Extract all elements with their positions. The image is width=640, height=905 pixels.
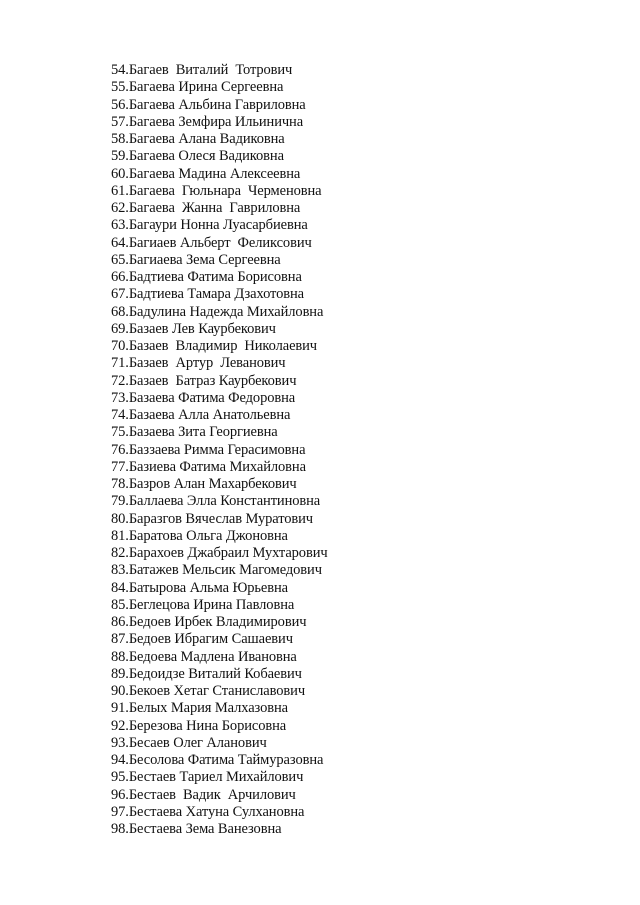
list-item: 94.Бесолова Фатима Таймуразовна bbox=[111, 752, 324, 768]
list-item: 56.Багаева Альбина Гавриловна bbox=[111, 96, 306, 113]
list-item: 89.Бедоидзе Виталий Кобаевич bbox=[111, 665, 302, 682]
list-item: 70.Базаев Владимир Николаевич bbox=[111, 338, 318, 354]
list-item: 90.Бекоев Хетаг Станиславович bbox=[111, 683, 306, 699]
list-item: 64.Багиаев Альберт Феликсович bbox=[111, 234, 312, 251]
list-item: 60.Багаева Мадина Алексеевна bbox=[111, 165, 301, 182]
list-item: 67.Бадтиева Тамара Дзахотовна bbox=[111, 286, 304, 303]
list-item: 59.Багаева Олеся Вадиковна bbox=[111, 148, 284, 165]
name-list bbox=[111, 62, 328, 838]
list-item: 76.Баззаева Римма Герасимовна bbox=[111, 441, 306, 458]
list-item: 71.Базаев Артур Леванович bbox=[111, 355, 286, 372]
list-item: 69.Базаев Лев Каурбекович bbox=[111, 320, 276, 337]
list-item: 78.Базров Алан Махарбекович bbox=[111, 476, 297, 492]
list-item: 80.Баразгов Вячеслав Муратович bbox=[111, 510, 314, 527]
list-item: 93.Бесаев Олег Аланович bbox=[111, 734, 267, 751]
list-item: 74.Базаева Алла Анатольевна bbox=[111, 407, 291, 423]
list-item: 98.Бестаева Зема Ванезовна bbox=[111, 821, 282, 837]
list-item: 91.Белых Мария Малхазовна bbox=[111, 700, 288, 717]
list-item: 54.Багаев Виталий Тотрович bbox=[111, 62, 293, 78]
list-item: 57.Багаева Земфира Ильинична bbox=[111, 113, 304, 130]
list-item: 85.Беглецова Ирина Павловна bbox=[111, 596, 295, 613]
list-item: 96.Бестаев Вадик Арчилович bbox=[111, 786, 296, 803]
list-item: 83.Батажев Мельсик Магомедович bbox=[111, 562, 322, 579]
list-item: 61.Багаева Гюльнара Черменовна bbox=[111, 182, 322, 199]
list-item: 62.Багаева Жанна Гавриловна bbox=[111, 200, 301, 216]
list-item: 65.Багиаева Зема Сергеевна bbox=[111, 251, 281, 268]
list-item: 66.Бадтиева Фатима Борисовна bbox=[111, 269, 302, 285]
list-item: 68.Бадулина Надежда Михайловна bbox=[111, 303, 324, 320]
list-item: 73.Базаева Фатима Федоровна bbox=[111, 389, 296, 406]
list-item: 55.Багаева Ирина Сергеевна bbox=[111, 79, 284, 96]
list-item: 77.Базиева Фатима Михайловна bbox=[111, 458, 306, 475]
list-item: 92.Березова Нина Борисовна bbox=[111, 717, 287, 734]
list-item: 95.Бестаев Тариел Михайлович bbox=[111, 769, 304, 786]
list-item: 81.Баратова Ольга Джоновна bbox=[111, 527, 288, 544]
list-item: 84.Батырова Альма Юрьевна bbox=[111, 579, 289, 596]
list-item: 97.Бестаева Хатуна Сулхановна bbox=[111, 803, 305, 820]
list-item: 79.Баллаева Элла Константиновна bbox=[111, 493, 321, 510]
list-item: 75.Базаева Зита Георгиевна bbox=[111, 424, 278, 441]
list-item: 86.Бедоев Ирбек Владимирович bbox=[111, 614, 307, 630]
list-item: 87.Бедоев Ибрагим Сашаевич bbox=[111, 631, 293, 648]
list-item: 58.Багаева Алана Вадиковна bbox=[111, 131, 285, 147]
list-item: 82.Барахоев Джабраил Мухтарович bbox=[111, 545, 328, 561]
list-item: 88.Бедоева Мадлена Ивановна bbox=[111, 648, 297, 665]
list-item: 72.Базаев Батраз Каурбекович bbox=[111, 372, 297, 389]
list-item: 63.Багаури Нонна Луасарбиевна bbox=[111, 217, 308, 234]
